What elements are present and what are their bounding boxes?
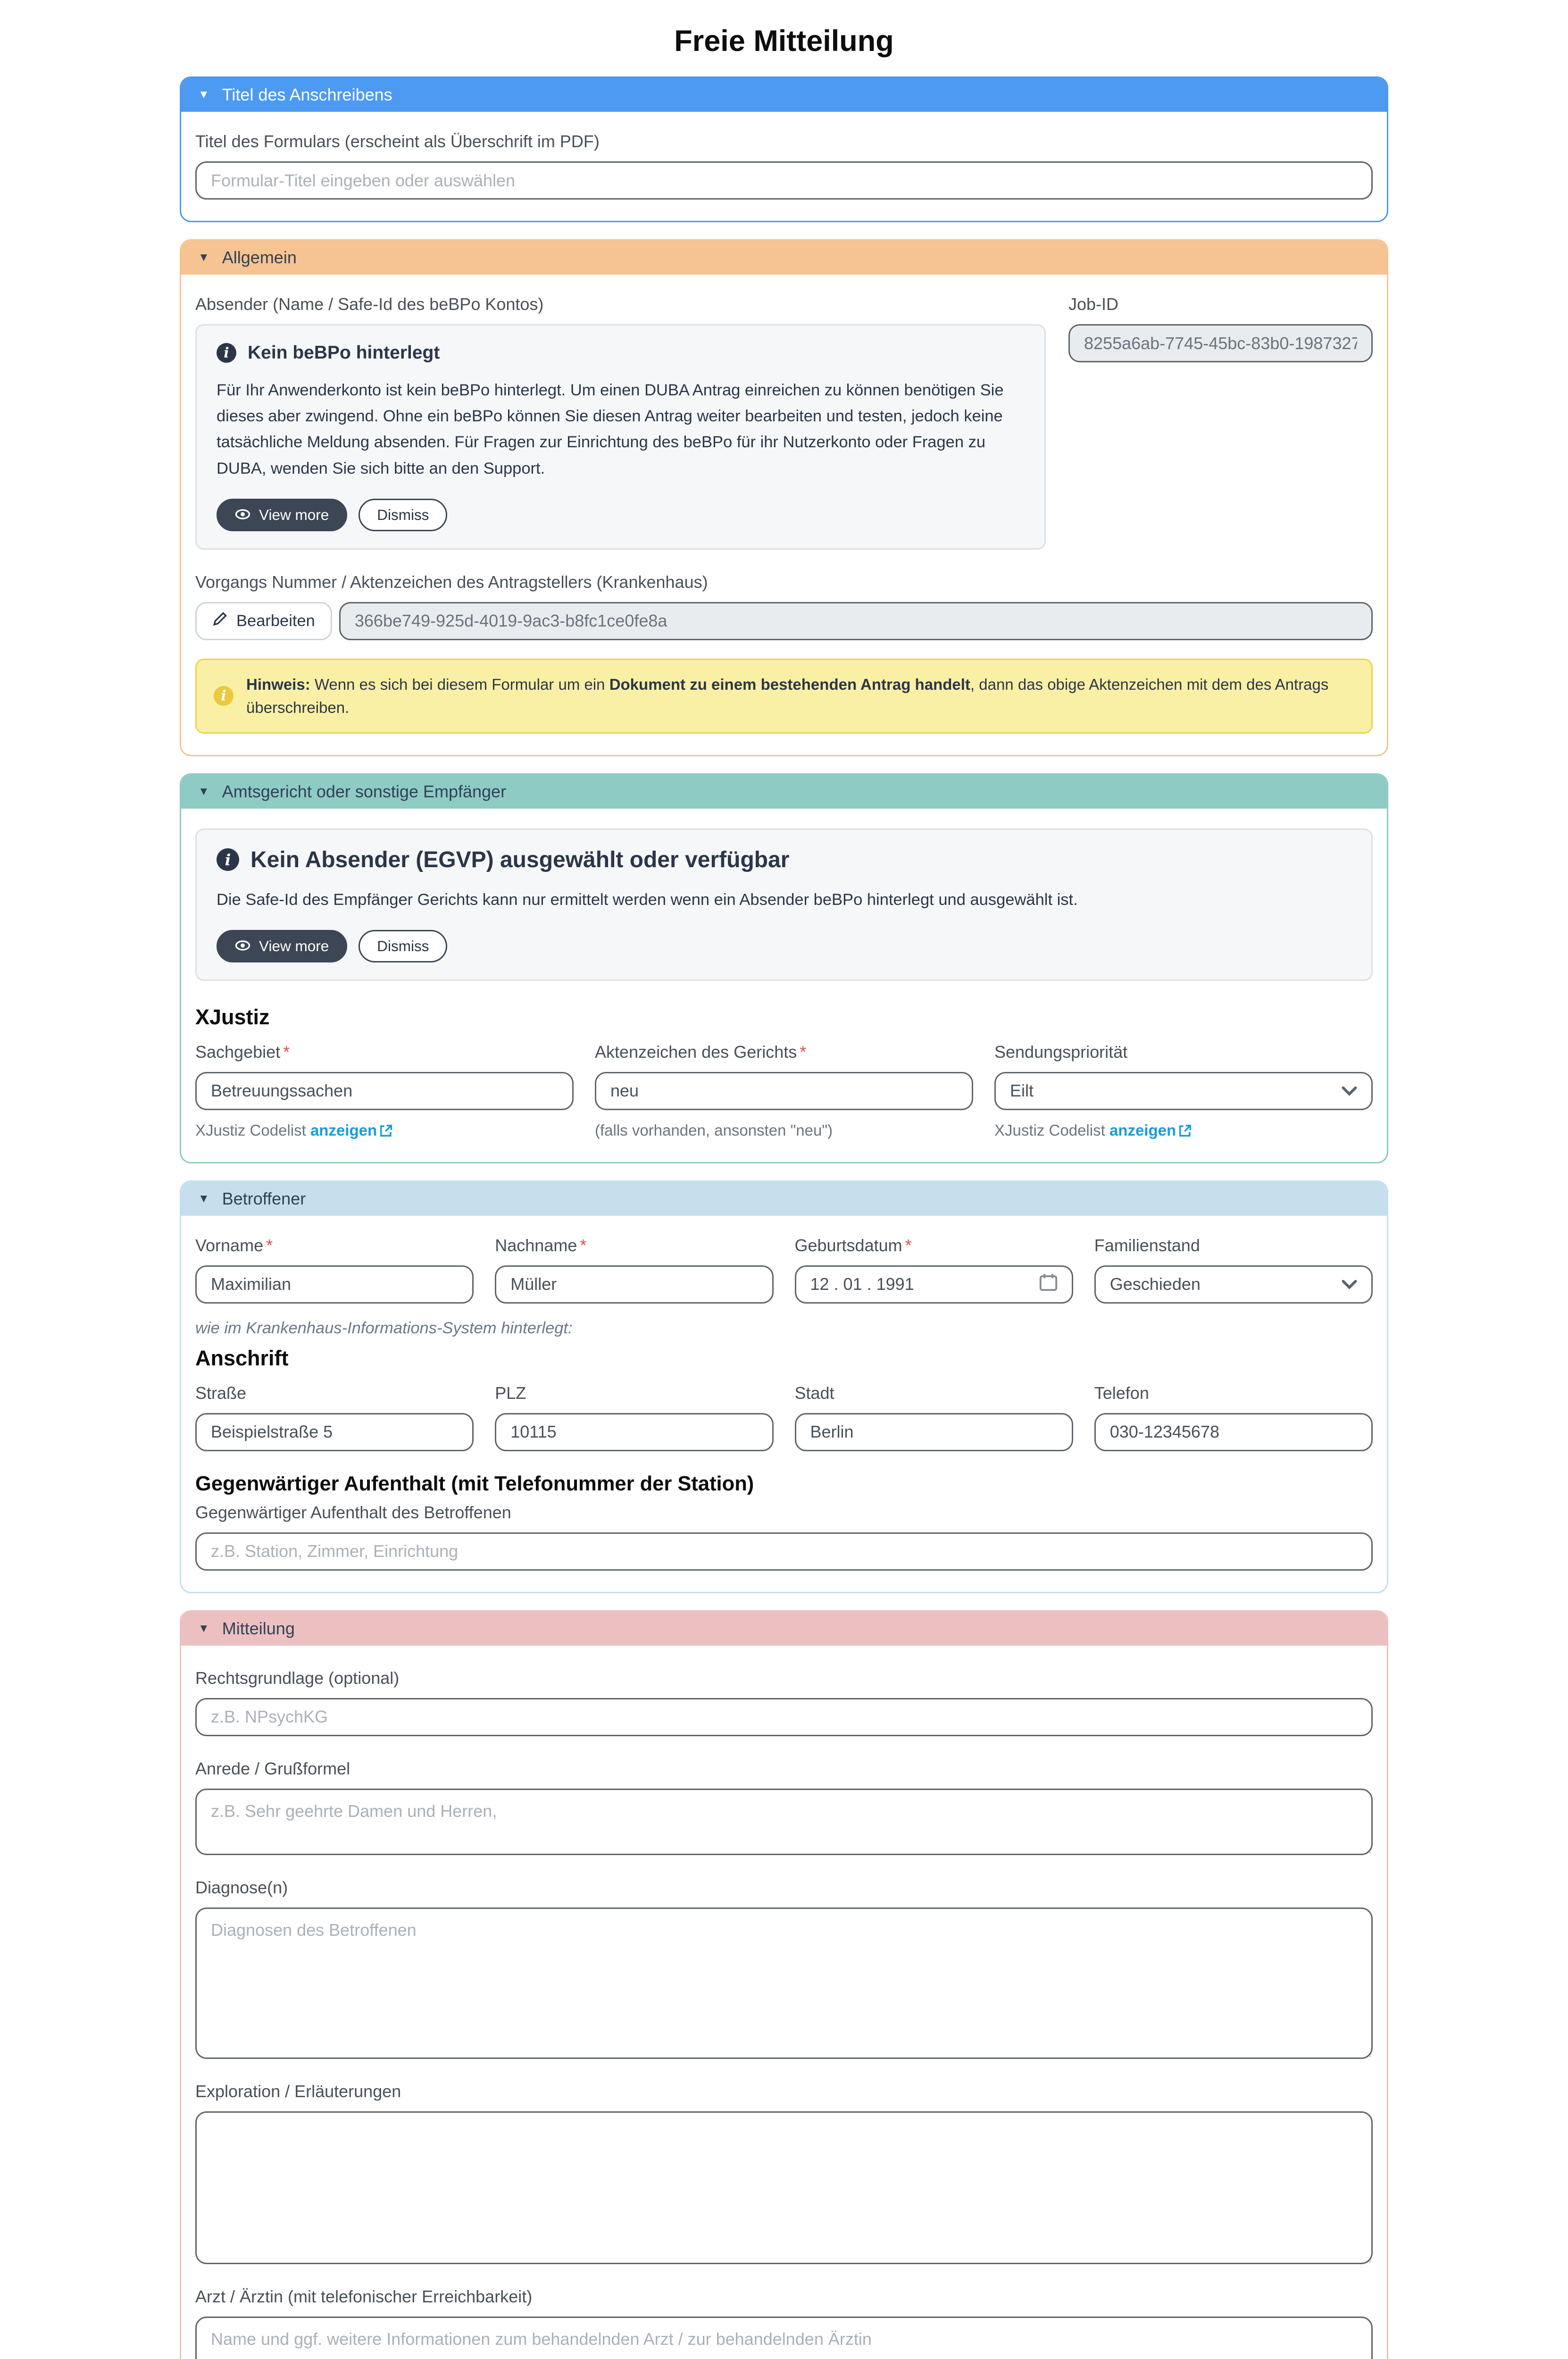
section-header-label: Titel des Anschreibens: [222, 85, 392, 104]
chevron-down-icon: [1342, 1274, 1357, 1294]
alert-title-text: Kein beBPo hinterlegt: [248, 343, 440, 363]
required-marker: *: [800, 1042, 807, 1062]
anrede-label: Anrede / Grußformel: [195, 1758, 350, 1778]
vorgang-row: [195, 602, 1373, 640]
aktenzeichen-input[interactable]: [595, 1072, 973, 1110]
sachgebiet-label: Sachgebiet *: [195, 1042, 290, 1062]
aktenzeichen-helper: (falls vorhanden, ansonsten "neu"): [595, 1121, 833, 1139]
section-header-mitteilung[interactable]: [181, 1612, 1387, 1646]
alert-buttons: [217, 499, 1025, 531]
form-title-label: Titel des Formulars (erscheint als Überschrift im PDF): [195, 132, 600, 151]
strasse-input[interactable]: [195, 1413, 474, 1451]
plz-input[interactable]: [495, 1413, 773, 1451]
section-header-label: Amtsgericht oder sonstige Empfänger: [222, 781, 507, 801]
nachname-input[interactable]: [495, 1265, 773, 1304]
section-header-label: Allgemein: [222, 248, 297, 267]
section-mitteilung: [180, 1610, 1388, 2359]
info-icon: i: [214, 686, 234, 706]
egvp-alert-title: [217, 847, 1351, 873]
required-marker: *: [283, 1042, 290, 1062]
required-marker: *: [905, 1235, 912, 1255]
codelist-anzeigen-link[interactable]: anzeigen: [1109, 1121, 1176, 1139]
strasse-label: Straße: [195, 1383, 247, 1403]
section-header-allgemein[interactable]: [181, 241, 1387, 275]
absender-label: Absender (Name / Safe-Id des beBPo Kontos): [195, 294, 544, 314]
telefon-label: Telefon: [1094, 1383, 1149, 1403]
section-body: [181, 112, 1387, 221]
section-betroffener: [180, 1180, 1388, 1593]
egvp-alert-body: Die Safe-Id des Empfänger Gerichts kann nur ermittelt werden wenn ein Absender beBPo hinterlegt und ausgewählt ist.: [217, 890, 1078, 909]
prioritaet-helper: XJustiz Codelist anzeigen: [994, 1121, 1373, 1141]
chevron-down-icon: [1342, 1081, 1357, 1101]
section-header-betroffener[interactable]: [181, 1182, 1387, 1216]
bebpo-alert-body: Für Ihr Anwenderkonto ist kein beBPo hinterlegt. Um einen DUBA Antrag einreichen zu können benötigen Sie dieses aber zwingend. Ohne ein beBPo können Sie diesen Antrag weiter bearbeiten und testen, jedoch keine tatsächliche Meldung absenden. Für Fragen zur Einrichtung des beBPo für ihr Nutzerkonto oder Fragen zu DUBA, wenden Sie sich bitte an den Support.: [217, 381, 1004, 477]
hinweis-bold-1: Hinweis:: [246, 675, 310, 693]
collapse-arrow-icon: ▼: [198, 251, 209, 264]
jobid-input: [1068, 324, 1373, 362]
section-header-empfaenger[interactable]: [181, 775, 1387, 809]
section-body: [181, 809, 1387, 1162]
diagnose-textarea[interactable]: [195, 1907, 1373, 2059]
exploration-label: Exploration / Erläuterungen: [195, 2081, 401, 2101]
collapse-arrow-icon: ▼: [198, 785, 209, 798]
xjustiz-heading: XJustiz: [195, 1004, 270, 1029]
kis-note: wie im Krankenhaus-Informations-System hinterlegt:: [195, 1319, 573, 1337]
exploration-textarea[interactable]: [195, 2111, 1373, 2264]
section-header-label: Betroffener: [222, 1188, 306, 1208]
collapse-arrow-icon: ▼: [198, 1192, 209, 1205]
aufenthalt-heading: Gegenwärtiger Aufenthalt (mit Telefonummer der Station): [195, 1472, 754, 1495]
collapse-arrow-icon: ▼: [198, 88, 209, 101]
view-more-label: View more: [259, 506, 329, 523]
geburtsdatum-input[interactable]: [795, 1265, 1073, 1304]
vorgang-label: Vorgangs Nummer / Aktenzeichen des Antragstellers (Krankenhaus): [195, 572, 708, 592]
bearbeiten-label: Bearbeiten: [236, 611, 315, 630]
nachname-label: Nachname *: [495, 1235, 587, 1255]
aktenzeichen-label: Aktenzeichen des Gerichts *: [595, 1042, 807, 1062]
arzt-label: Arzt / Ärztin (mit telefonischer Erreichbarkeit): [195, 2286, 533, 2306]
external-link-icon: [1179, 1123, 1192, 1140]
view-more-button[interactable]: [217, 930, 347, 962]
bearbeiten-button[interactable]: [195, 602, 332, 640]
required-marker: *: [266, 1235, 273, 1255]
section-body: [181, 1646, 1387, 2359]
info-icon: i: [217, 343, 236, 363]
dismiss-button[interactable]: Dismiss: [359, 499, 447, 531]
page-title: Freie Mitteilung: [674, 25, 894, 58]
codelist-anzeigen-link[interactable]: anzeigen: [310, 1121, 377, 1139]
external-link-icon: [380, 1123, 392, 1140]
arzt-textarea[interactable]: [195, 2317, 1373, 2359]
form-title-input[interactable]: [195, 161, 1373, 200]
section-header-label: Mitteilung: [222, 1618, 295, 1638]
anrede-textarea[interactable]: [195, 1789, 1373, 1855]
sachgebiet-helper: XJustiz Codelist anzeigen: [195, 1121, 574, 1141]
stadt-label: Stadt: [794, 1383, 834, 1403]
egvp-alert: [195, 828, 1373, 981]
vorname-input[interactable]: [195, 1265, 474, 1304]
aufenthalt-label: Gegenwärtiger Aufenthalt des Betroffenen: [195, 1502, 511, 1522]
jobid-label: Job-ID: [1068, 294, 1119, 314]
bebpo-alert-title: [217, 343, 1025, 363]
telefon-input[interactable]: [1094, 1413, 1373, 1451]
bebpo-alert: [195, 324, 1046, 550]
required-marker: *: [580, 1235, 587, 1255]
rechtsgrundlage-input[interactable]: [195, 1698, 1373, 1736]
hinweis-bold-2: Dokument zu einem bestehenden Antrag handelt: [609, 675, 970, 693]
dismiss-button[interactable]: Dismiss: [359, 930, 447, 962]
anschrift-heading: Anschrift: [195, 1346, 289, 1370]
vorname-label: Vorname *: [195, 1235, 273, 1255]
section-allgemein: [180, 239, 1388, 756]
hinweis-text: [246, 673, 1354, 719]
diagnose-label: Diagnose(n): [195, 1877, 288, 1897]
section-titel-anschreibens: [180, 76, 1388, 222]
prioritaet-label: Sendungspriorität: [994, 1042, 1128, 1062]
eye-icon: [235, 506, 250, 524]
form-content: [180, 76, 1388, 2359]
alert-buttons: [217, 930, 1351, 962]
pencil-icon: [212, 611, 228, 631]
hinweis-part-1: Wenn es sich bei diesem Formular um ein: [310, 675, 609, 693]
geburtsdatum-value: 12 . 01 . 1991: [810, 1274, 914, 1294]
section-body: [181, 275, 1387, 755]
info-icon: i: [217, 848, 239, 871]
sachgebiet-input[interactable]: [195, 1072, 574, 1110]
calendar-icon: [1039, 1273, 1058, 1296]
aufenthalt-input[interactable]: [195, 1532, 1373, 1571]
prioritaet-select[interactable]: [994, 1072, 1373, 1110]
section-body: [181, 1216, 1387, 1592]
geburtsdatum-label: Geburtsdatum *: [794, 1235, 912, 1255]
familienstand-select[interactable]: [1094, 1265, 1373, 1304]
collapse-arrow-icon: ▼: [198, 1622, 209, 1635]
prioritaet-value: Eilt: [1010, 1081, 1034, 1101]
plz-label: PLZ: [495, 1383, 526, 1403]
section-empfaenger: [180, 773, 1388, 1163]
hinweis-banner: [195, 659, 1373, 734]
view-more-label: View more: [259, 937, 329, 954]
view-more-button[interactable]: [217, 499, 347, 531]
familienstand-value: Geschieden: [1109, 1274, 1201, 1294]
vorgang-input: [339, 602, 1373, 640]
rechtsgrundlage-label: Rechtsgrundlage (optional): [195, 1668, 400, 1688]
familienstand-label: Familienstand: [1094, 1235, 1200, 1255]
section-header-titel-anschreibens[interactable]: [181, 78, 1387, 112]
hinweis-part-2: , dann das obige Aktenzeichen mit dem des Antrags überschreiben.: [246, 675, 1329, 717]
stadt-input[interactable]: [795, 1413, 1073, 1451]
alert-title-text: Kein Absender (EGVP) ausgewählt oder verfügbar: [250, 847, 790, 872]
eye-icon: [235, 937, 250, 955]
